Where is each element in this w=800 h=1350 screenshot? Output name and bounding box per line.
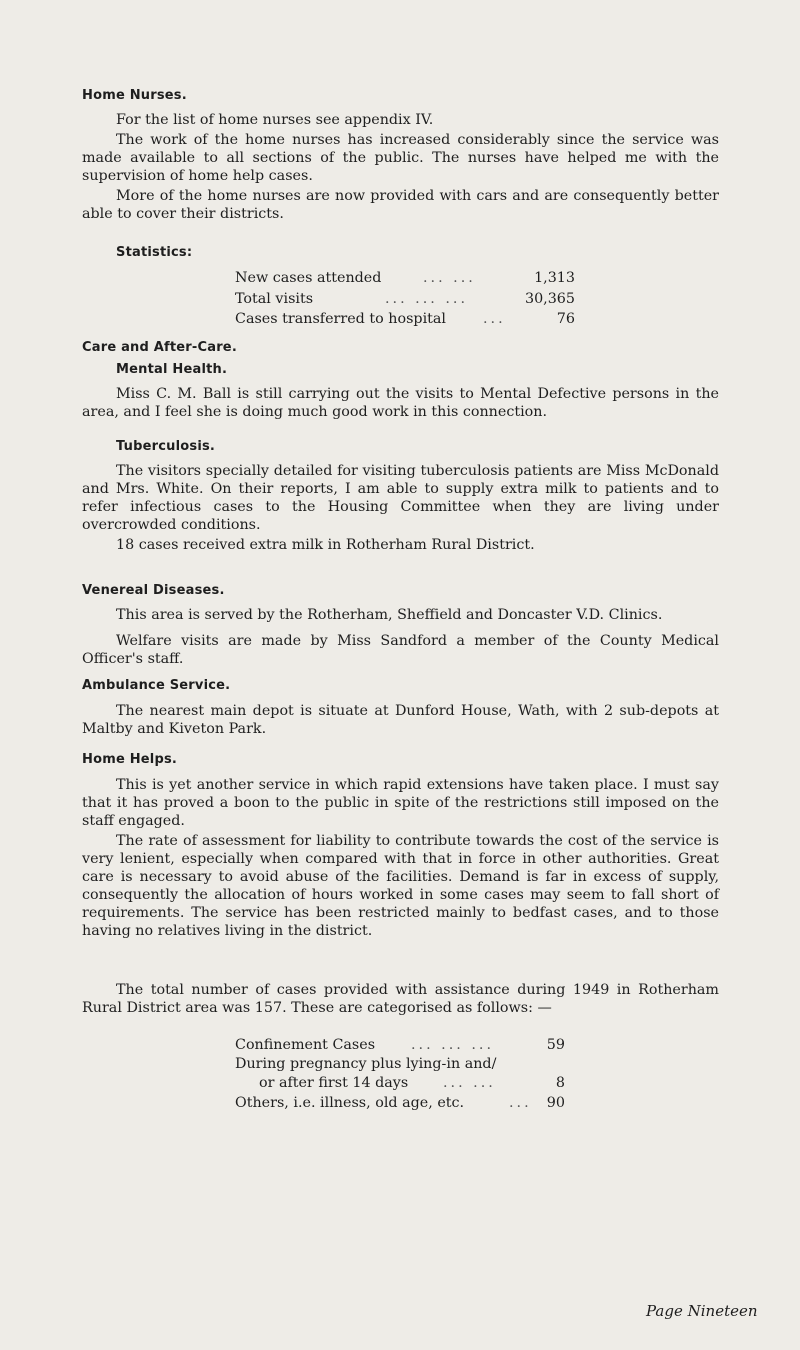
home-nurses-para-2: The work of the home nurses has increased considerably since the service was made available to all sections of the public. The nurses have helped me with the supervision of home help cases. bbox=[82, 132, 719, 184]
home-helps-heading: Home Helps. bbox=[82, 752, 178, 767]
cases-label: Others, i.e. illness, old age, etc. bbox=[235, 1095, 465, 1111]
ambulance-para-1: The nearest main depot is situate at Dunford House, Wath, with 2 sub-depots at Maltby and Kiveton Park. bbox=[82, 703, 719, 737]
venereal-para-1: This area is served by the Rotherham, Sheffield and Doncaster V.D. Clinics. bbox=[116, 607, 663, 623]
leader-dots: ... ... bbox=[423, 270, 476, 286]
cases-value: 59 bbox=[546, 1037, 565, 1053]
leader-dots: ... ... ... bbox=[385, 291, 468, 307]
cases-value: 90 bbox=[546, 1095, 565, 1111]
mental-health-heading: Mental Health. bbox=[116, 362, 228, 377]
cases-label: or after first 14 days bbox=[259, 1075, 409, 1091]
ambulance-heading: Ambulance Service. bbox=[82, 678, 231, 693]
leader-dots: ... ... bbox=[443, 1075, 496, 1091]
leader-dots: ... bbox=[509, 1095, 532, 1111]
stats-label: Cases transferred to hospital bbox=[235, 311, 446, 327]
tuberculosis-heading: Tuberculosis. bbox=[116, 439, 216, 454]
cases-label: During pregnancy plus lying-in and/ bbox=[235, 1056, 497, 1072]
venereal-heading: Venereal Diseases. bbox=[82, 583, 225, 598]
home-nurses-para-1: For the list of home nurses see appendix IV. bbox=[116, 112, 434, 128]
home-nurses-heading: Home Nurses. bbox=[82, 88, 187, 103]
stats-label: New cases attended bbox=[235, 270, 382, 286]
page-number-label: Page Nineteen bbox=[646, 1302, 758, 1320]
home-nurses-para-3: More of the home nurses are now provided with cars and are consequently better able to cover their districts. bbox=[82, 188, 719, 222]
statistics-heading: Statistics: bbox=[116, 245, 193, 260]
cases-label: Confinement Cases bbox=[235, 1037, 376, 1053]
tuberculosis-para-2: 18 cases received extra milk in Rotherham Rural District. bbox=[116, 537, 535, 553]
leader-dots: ... ... ... bbox=[411, 1037, 494, 1053]
leader-dots: ... bbox=[483, 311, 506, 327]
home-helps-para-2: The rate of assessment for liability to contribute towards the cost of the service is very lenient, especially when compared with that in force in other authorities. Great care is necessary to avoid abuse of the facilities. Demand is far in excess of supply, consequently the allocation of hours worked in some cases may seem to fall short of requirements. The service has been restricted mainly to bedfast cases, and to those having no relatives living in the district. bbox=[82, 833, 719, 939]
stats-value: 30,365 bbox=[524, 291, 575, 307]
cases-value: 8 bbox=[555, 1075, 565, 1091]
home-helps-para-1: This is yet another service in which rapid extensions have taken place. I must say that it has proved a boon to the public in spite of the restrictions still imposed on the staff engaged. bbox=[82, 777, 719, 829]
stats-label: Total visits bbox=[235, 291, 314, 307]
stats-value: 1,313 bbox=[534, 270, 575, 286]
home-helps-para-3: The total number of cases provided with assistance during 1949 in Rotherham Rural District area was 157. These are categorised as follows: — bbox=[82, 982, 719, 1016]
venereal-para-2: Welfare visits are made by Miss Sandford a member of the County Medical Officer's staff. bbox=[82, 633, 719, 667]
tuberculosis-para-1: The visitors specially detailed for visiting tuberculosis patients are Miss McDonald and Mrs. White. On their reports, I am able to supply extra milk to patients and to refer infectious cases to the Housing Committee when they are living under overcrowded conditions. bbox=[82, 463, 719, 533]
care-heading: Care and After-Care. bbox=[82, 340, 237, 355]
mental-health-para-1: Miss C. M. Ball is still carrying out the visits to Mental Defective persons in the area, and I feel she is doing much good work in this connection. bbox=[82, 386, 719, 420]
stats-value: 76 bbox=[556, 311, 575, 327]
